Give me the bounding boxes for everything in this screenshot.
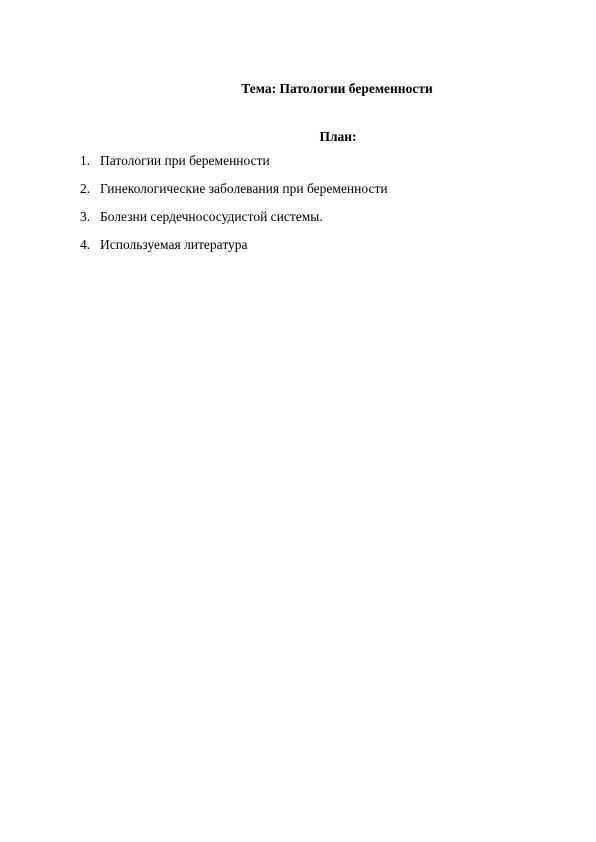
plan-item-number: 4. — [80, 237, 91, 252]
plan-item-3 — [80, 208, 520, 236]
plan-item-text: Используемая литература — [100, 237, 248, 252]
plan-item-text: Гинекологические заболевания при беременности — [100, 181, 388, 196]
plan-item-4 — [80, 236, 520, 264]
plan-item-number: 2. — [80, 181, 91, 196]
plan-item-number: 1. — [80, 153, 91, 168]
plan-item-1 — [80, 152, 520, 180]
plan-heading: План: — [319, 129, 357, 144]
plan-item-2 — [80, 180, 520, 208]
plan-list — [80, 152, 520, 264]
topic-title: Тема: Патологии беременности — [241, 81, 433, 96]
plan-item-text: Патологии при беременности — [100, 153, 270, 168]
plan-item-text: Болезни сердечнососудистой системы. — [100, 209, 323, 224]
plan-item-number: 3. — [80, 209, 91, 224]
